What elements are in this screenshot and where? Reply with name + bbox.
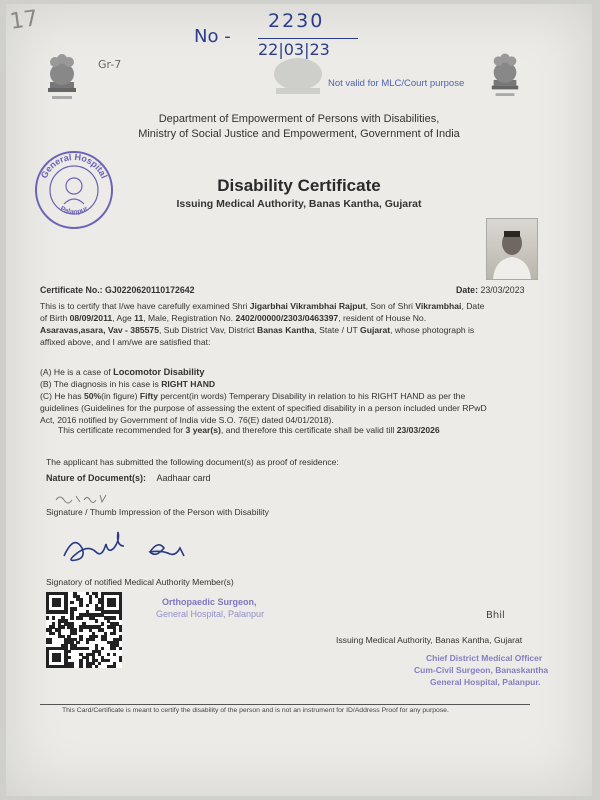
- handwritten-corner-mark: 17: [8, 6, 40, 35]
- hospital-stamp-bottom-text: Palanpur: [58, 205, 90, 217]
- body-text: , resident of House No.: [338, 313, 427, 323]
- applicant-signature-label: Signature / Thumb Impression of the Person with Disability: [46, 507, 269, 517]
- residence-statement: The applicant has submitted the following document(s) as proof of residence:: [46, 457, 339, 467]
- recommendation-text: , and therefore this certificate shall be valid till: [220, 425, 397, 435]
- qr-module: [89, 601, 92, 604]
- handwritten-underline: [258, 38, 358, 39]
- item-label: (A): [40, 367, 52, 377]
- valid-till-date: 23/03/2026: [396, 425, 440, 435]
- qr-module: [101, 622, 104, 625]
- cdmo-stamp-line-3: General Hospital, Palanpur.: [430, 677, 541, 687]
- ortho-stamp-line-2: General Hospital, Palanpur: [156, 609, 265, 619]
- qr-module: [49, 641, 52, 644]
- handwritten-number-prefix: No -: [194, 26, 231, 47]
- qr-module: [76, 641, 79, 644]
- nature-of-document-label: Nature of Document(s):: [46, 473, 147, 483]
- qr-module: [101, 647, 104, 650]
- body-text: This is to certify that I/we have carefully examined Shri: [40, 301, 250, 311]
- issuing-authority-label: Issuing Medical Authority, Banas Kantha, Gujarat: [336, 635, 523, 645]
- district: Banas Kantha: [257, 325, 315, 335]
- qr-module: [61, 625, 64, 628]
- residence-document-row: [46, 472, 211, 484]
- certificate-number-label: Certificate No.:: [40, 285, 103, 295]
- diagnosis: RIGHT HAND: [161, 379, 216, 389]
- orthopaedic-surgeon-stamp: [156, 596, 264, 620]
- qr-module: [113, 632, 116, 635]
- department-name: Department of Empowerment of Persons with Disabilities,: [158, 113, 440, 125]
- cdmo-stamp-line-2: Cum-Civil Surgeon, Banaskantha: [414, 665, 549, 675]
- body-line-1: [40, 300, 550, 312]
- national-emblem-right-icon: [488, 50, 522, 108]
- applicant-signature-scribble-icon: [54, 492, 114, 504]
- medical-authority-signatures-icon: [58, 530, 198, 566]
- cdmo-stamp-line-1: Chief District Medical Officer: [426, 653, 543, 663]
- national-emblem-left-icon: [44, 52, 80, 110]
- qr-module: [52, 616, 55, 619]
- hospital-stamp-top-text: General Hospital: [38, 151, 110, 180]
- certificate-date: 23/03/2023: [480, 285, 525, 295]
- certificate-number: GJ0220620110172642: [105, 285, 195, 295]
- handwritten-gr-note: Gr-7: [98, 58, 122, 71]
- age: 11: [134, 313, 144, 323]
- item-c-line-2: guidelines (Guidelines for the purpose of assessing the extent of specified disability in a person included under RPwD: [40, 403, 487, 413]
- qr-module: [79, 665, 82, 668]
- qr-module: [95, 635, 98, 638]
- body-text: of Birth: [40, 313, 70, 323]
- qr-module: [86, 647, 89, 650]
- item-b: [40, 378, 215, 390]
- certificate-page: [6, 4, 592, 796]
- body-text: , Date: [461, 301, 485, 311]
- address: Asaravas,asara, Vav - 385575: [40, 325, 159, 335]
- registration-number: 2402/00000/2303/0463397: [235, 313, 339, 323]
- footer-divider: [40, 704, 530, 705]
- qr-module: [119, 659, 122, 662]
- qr-module: [58, 659, 61, 662]
- qr-module: [92, 638, 95, 641]
- body-text: , Son of Shri: [365, 301, 416, 311]
- chief-medical-officer-stamp: [414, 652, 548, 688]
- father-name: Vikrambhai: [415, 301, 462, 311]
- disability-type: Locomotor Disability: [113, 367, 205, 377]
- item-text: The diagnosis in his case is: [51, 379, 162, 389]
- qr-module: [70, 616, 73, 619]
- ortho-stamp-line-1: Orthopaedic Surgeon,: [162, 597, 257, 607]
- recommendation-text: This certificate recommended for: [58, 425, 186, 435]
- certificate-date-label: Date:: [456, 285, 478, 295]
- qr-module: [113, 665, 116, 668]
- footer-disclaimer: This Card/Certificate is meant to certify the disability of the person and is not an instrument for ID/Address Proof for any purpose.: [62, 707, 449, 714]
- qr-module: [79, 604, 82, 607]
- item-text: He is a case of: [51, 367, 114, 377]
- item-label: (B): [40, 379, 52, 389]
- qr-module: [70, 665, 73, 668]
- qr-module: [113, 647, 116, 650]
- nature-of-document-value: Aadhaar card: [156, 473, 211, 483]
- qr-module: [73, 632, 76, 635]
- item-text: percent(in words) Temperary Disability in relation to his RIGHT HAND as per the: [157, 391, 466, 401]
- body-text: , State / UT: [314, 325, 361, 335]
- qr-module: [113, 604, 116, 607]
- body-text: , Sub District Vav, District: [158, 325, 258, 335]
- qr-module: [79, 638, 82, 641]
- item-c-line-3: Act, 2016 notified by Government of India vide S.O. 76(E) dated 04/01/2018).: [40, 415, 334, 425]
- item-text: He has: [51, 391, 84, 401]
- state: Gujarat: [360, 325, 391, 335]
- item-c: [40, 390, 560, 402]
- qr-module: [113, 653, 116, 656]
- disability-percent: 50%: [83, 391, 102, 401]
- qr-module: [79, 616, 82, 619]
- qr-module: [86, 641, 89, 644]
- applicant-photo: [486, 218, 538, 280]
- ministry-name: Ministry of Social Justice and Empowerment, Government of India: [138, 128, 460, 140]
- national-emblem-center-faint-icon: [268, 50, 328, 100]
- qr-module: [95, 665, 98, 668]
- certificate-number-row: [40, 284, 195, 296]
- qr-module: [119, 616, 122, 619]
- body-line-3: [40, 324, 560, 336]
- qr-module: [89, 665, 92, 668]
- handwritten-number: 2230: [268, 10, 325, 32]
- qr-module: [67, 656, 70, 659]
- item-a: [40, 366, 204, 378]
- qr-module: [119, 647, 122, 650]
- qr-module: [67, 650, 70, 653]
- handwritten-date: 22|03|23: [258, 40, 330, 59]
- qr-module: [98, 662, 101, 665]
- qr-module: [119, 628, 122, 631]
- recommended-years: 3 year(s): [185, 425, 221, 435]
- person-silhouette-icon: [487, 219, 537, 279]
- item-text: (in figure): [101, 391, 140, 401]
- qr-module: [95, 619, 98, 622]
- certificate-subtitle: Issuing Medical Authority, Banas Kantha, Gujarat: [176, 198, 422, 210]
- qr-module: [64, 610, 67, 613]
- qr-module: [119, 638, 122, 641]
- qr-module: [73, 607, 76, 610]
- body-text: , Male, Registration No.: [143, 313, 236, 323]
- qr-module: [70, 601, 73, 604]
- recommendation-line: [58, 424, 440, 436]
- body-text: , Age: [112, 313, 135, 323]
- qr-module: [79, 628, 82, 631]
- body-text: , whose photograph is: [390, 325, 475, 335]
- item-label: (C): [40, 391, 52, 401]
- applicant-name: Jigarbhai Vikrambhai Rajput: [249, 301, 366, 311]
- qr-code: [46, 592, 122, 668]
- date-of-birth: 08/09/2011: [69, 313, 113, 323]
- qr-module: [107, 653, 110, 656]
- certificate-date-row: [456, 284, 524, 296]
- qr-module: [86, 604, 89, 607]
- body-line-4: affixed above, and I am/we are satisfied that:: [40, 337, 211, 347]
- qr-module: [113, 616, 116, 619]
- handwritten-issuer-initials: Bhil: [486, 610, 505, 621]
- qr-module: [52, 632, 55, 635]
- not-valid-note: Not valid for MLC/Court purpose: [328, 78, 465, 89]
- disability-percent-words: Fifty: [139, 391, 158, 401]
- signatory-label: Signatory of notified Medical Authority Member(s): [46, 577, 234, 587]
- qr-module: [46, 616, 49, 619]
- body-line-2: [40, 312, 550, 324]
- certificate-title: Disability Certificate: [217, 176, 381, 195]
- qr-module: [58, 604, 61, 607]
- header: [6, 112, 592, 142]
- qr-module: [107, 659, 110, 662]
